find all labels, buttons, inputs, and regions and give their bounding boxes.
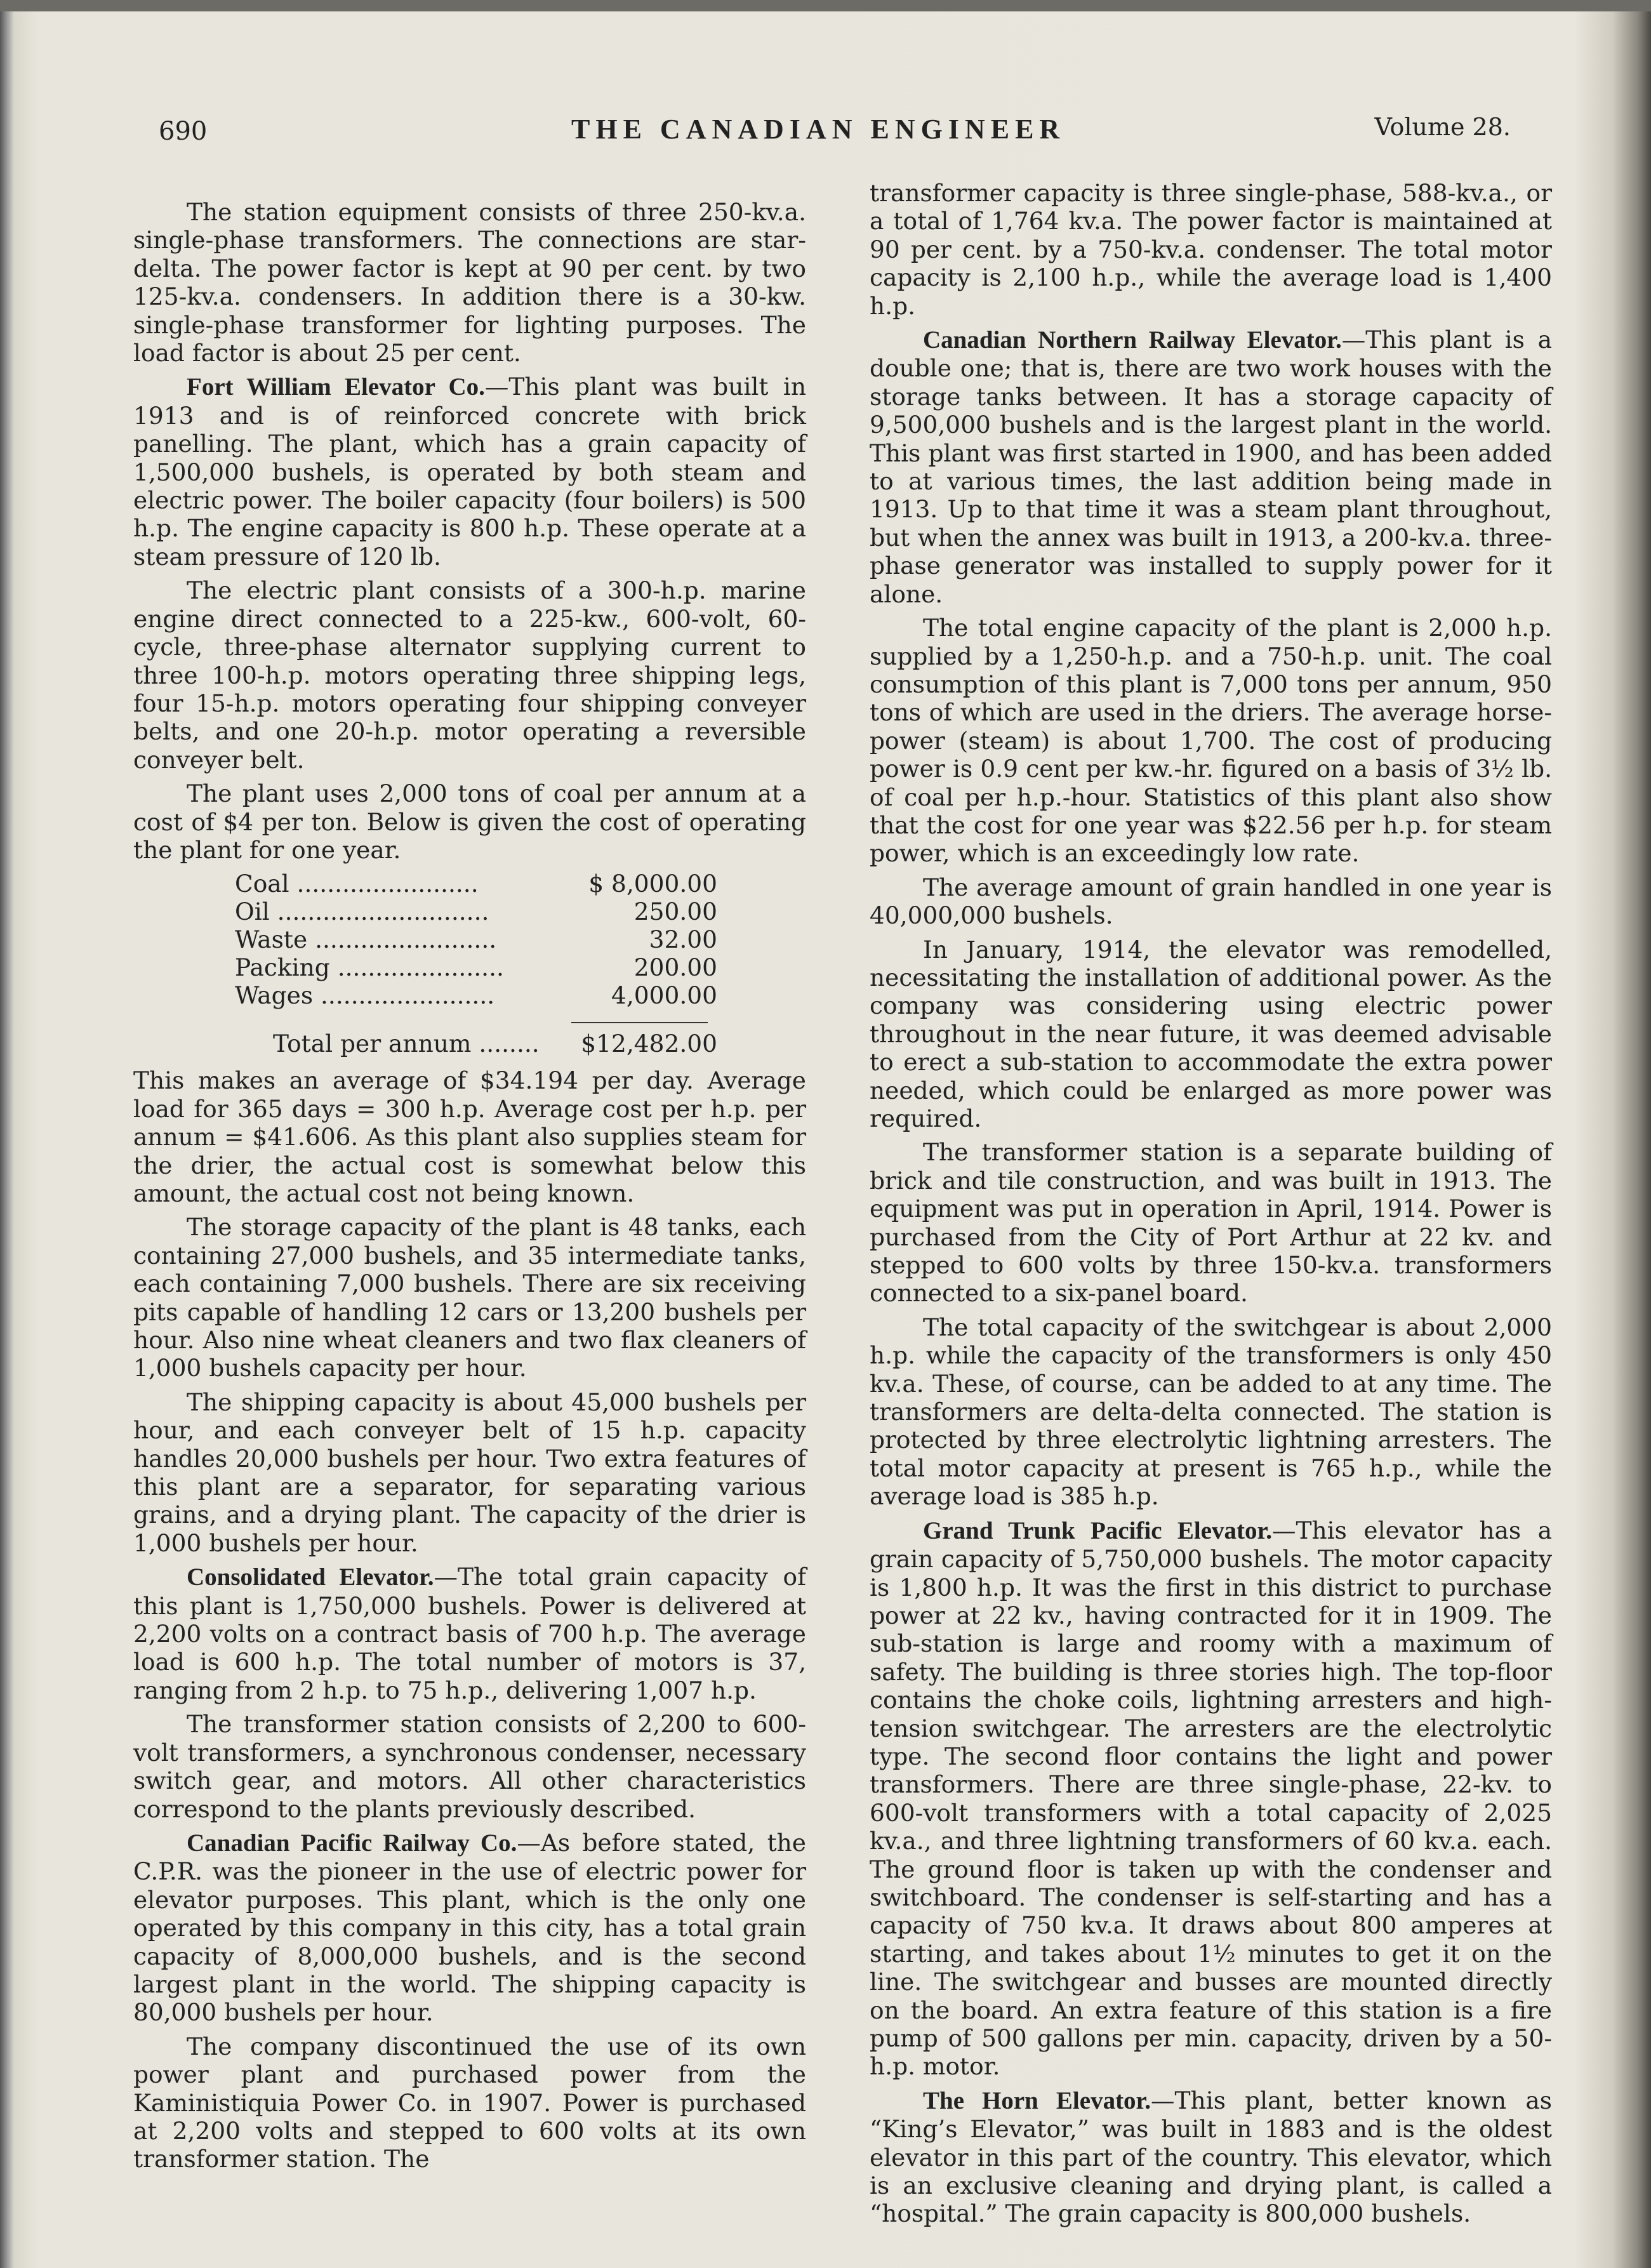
paragraph: The transformer station is a separate building of brick and tile construction, and was built in 1913. The equipment was put in operation in April, 1914. Power is purchased from the City of Port Arthur at 22 kv. and stepped to 600 volts by three 150-kv.a. transformers connected to a six-panel board. xyxy=(870,1138,1552,1308)
paragraph: In January, 1914, the elevator was remodelled, necessitating the installation of additional power. As the company was considering using electric power throughout in the near future, it was deemed advisable to erect a sub-station to accommodate the extra power needed, which could be enlarged as more power was required. xyxy=(870,935,1552,1132)
section-horn-elevator xyxy=(870,2086,1552,2228)
cost-label: Oil xyxy=(235,898,270,926)
paragraph: The shipping capacity is about 45,000 bushels per hour, and each conveyer belt of 15 h.p. capacity handles 20,000 bushels per hour. Two extra features of this plant are a separator, for separating various grains, and a drying plant. The capacity of the drier is 1,000 bushels per hour. xyxy=(133,1388,806,1557)
journal-title: THE CANADIAN ENGINEER xyxy=(571,114,1066,145)
cost-total-row xyxy=(273,1030,806,1058)
paragraph: The storage capacity of the plant is 48 tanks, each containing 27,000 bushels, and 35 intermediate tanks, each containing 7,000 bushels. There are six receiving pits capable of handling 12 cars or 13,200 bushels per hour. Also nine wheat cleaners and two flax cleaners of 1,000 bushels capacity per hour. xyxy=(133,1213,806,1383)
section-text: —This plant, better known as “King’s Elevator,” was built in 1883 and is the oldest elevator in this part of the country. This elevator, which is an exclusive cleaning and drying plant, is called a “hospital.” The grain capacity is 800,000 bushels. xyxy=(870,2086,1552,2228)
paragraph: transformer capacity is three single-phase, 588-kv.a., or a total of 1,764 kv.a. The power factor is maintained at 90 per cent. by a 750-kv.a. condenser. The total motor capacity is 2,100 h.p., while the average load is 1,400 h.p. xyxy=(870,179,1552,320)
paragraph: The total engine capacity of the plant is 2,000 h.p. supplied by a 1,250-h.p. and a 750-h.p. unit. The coal consumption of this plant is 7,000 tons per annum, 950 tons of which are used in the driers. The average horse-power (steam) is about 1,700. The cost of producing power is 0.9 cent per kw.-hr. figured on a basis of 3½ lb. of coal per h.p.-hour. Statistics of this plant also show that the cost for one year was $22.56 per h.p. for steam power, which is an exceedingly low rate. xyxy=(870,614,1552,868)
cost-label: Packing xyxy=(235,953,330,982)
section-heading: Grand Trunk Pacific Elevator. xyxy=(923,1516,1273,1544)
section-heading: The Horn Elevator. xyxy=(923,2086,1151,2114)
section-text: —This plant is a double one; that is, there are two work houses with the storage tanks between. It has a storage capacity of 9,500,000 bushels and is the largest plant in the world. This plant was first started in 1900, and has been added to at various times, the last addition being made in 1913. Up to that time it was a steam plant throughout, but when the annex was built in 1913, a 200-kv.a. three-phase generator was installed to supply power for it alone. xyxy=(870,326,1552,608)
cost-value: 200.00 xyxy=(633,953,717,982)
section-text: —This elevator has a grain capacity of 5,750,000 bushels. The motor capacity is 1,800 h.p. It was the first in this district to purchase power at 22 kv., having contracted for it in 1909. The sub-station is large and roomy with a maximum of safety. The building is three stories high. The top-floor contains the choke coils, lightning arresters and high-tension switchgear. The arresters are the electrolytic type. The second floor contains the light and power transformers. There are three single-phase, 22-kv. to 600-volt transformers with a total capacity of 2,025 kv.a., and three lightning transformers of 60 kv.a. each. The ground floor is taken up with the condenser and switchboard. The condenser is self-starting and has a capacity of 750 kv.a. It draws about 800 amperes at starting, and takes about 1½ minutes to get it on the line. The switchgear and busses are mounted directly on the board. An extra feature of this station is a fire pump of 500 gallons per min. capacity, driven by a 50-h.p. motor. xyxy=(870,1516,1553,2081)
right-column xyxy=(870,179,1552,2234)
running-header xyxy=(159,113,1511,157)
section-consolidated xyxy=(133,1563,806,1704)
paragraph: The electric plant consists of a 300-h.p. marine engine direct connected to a 225-kw., 600-volt, 60-cycle, three-phase alternator supplying current to three 100-h.p. motors operating three shipping legs, four 15-h.p. motors operating four shipping conveyer belts, and one 20-h.p. motor operating a reversible conveyer belt. xyxy=(133,576,806,774)
leader-dots: ............................ xyxy=(269,898,489,926)
cost-value: 250.00 xyxy=(633,898,717,926)
scan-edge xyxy=(0,0,1651,11)
cost-row xyxy=(235,953,806,981)
cost-table xyxy=(133,870,806,1058)
paragraph: The average amount of grain handled in one year is 40,000,000 bushels. xyxy=(870,873,1552,930)
section-fort-william xyxy=(133,373,806,571)
section-canadian-pacific xyxy=(133,1829,806,2027)
cost-label: Wages xyxy=(235,981,314,1010)
section-text: —This plant was built in 1913 and is of reinforced concrete with brick panelling. The plant, which has a grain capacity of 1,500,000 bushels, is operated by both steam and electric power. The boiler capacity (four boilers) is 500 h.p. The engine capacity is 800 h.p. These operate at a steam pressure of 120 lb. xyxy=(133,373,807,571)
cost-value: $ 8,000.00 xyxy=(588,870,717,898)
volume-label: Volume 28. xyxy=(1374,113,1511,141)
cost-row xyxy=(235,898,806,925)
cost-row xyxy=(235,981,806,1009)
cost-label: Waste xyxy=(235,925,308,954)
section-grand-trunk xyxy=(870,1516,1552,2081)
section-text: —As before stated, the C.P.R. was the pioneer in the use of electric power for elevator purposes. This plant, which is the only one operated by this company in this city, has a total grain capacity of 8,000,000 bushels, and is the second largest plant in the world. The shipping capacity is 80,000 bushels per hour. xyxy=(133,1828,806,2027)
leader-dots: ........................ xyxy=(289,870,479,898)
paragraph: The total capacity of the switchgear is about 2,000 h.p. while the capacity of the transformers is only 450 kv.a. These, of course, can be added to at any time. The transformers are delta-delta connected. The station is protected by three electrolytic lightning arresters. The total motor capacity at present is 765 h.p., while the average load is 385 h.p. xyxy=(870,1313,1552,1511)
paragraph: The station equipment consists of three 250-kv.a. single-phase transformers. The connections are star-delta. The power factor is kept at 90 per cent. by two 125-kv.a. condensers. In addition there is a 30-kw. single-phase transformer for lighting purposes. The load factor is about 25 per cent. xyxy=(133,198,806,368)
section-heading: Fort William Elevator Co. xyxy=(187,373,485,401)
section-canadian-northern xyxy=(870,326,1552,608)
cost-label: Coal xyxy=(235,870,289,898)
section-heading: Canadian Pacific Railway Co. xyxy=(187,1829,517,1857)
cost-value: 4,000.00 xyxy=(611,981,717,1010)
paragraph: The plant uses 2,000 tons of coal per annum at a cost of $4 per ton. Below is given the cost of operating the plant for one year. xyxy=(133,779,806,864)
section-text: —The total grain capacity of this plant is 1,750,000 bushels. Power is delivered at 2,200 volts on a contract basis of 700 h.p. The average load is 600 h.p. The total number of motors is 37, ranging from 2 h.p. to 75 h.p., delivering 1,007 h.p. xyxy=(133,1563,806,1704)
cost-row xyxy=(235,925,806,953)
paragraph: The company discontinued the use of its own power plant and purchased power from the Kaministiquia Power Co. in 1907. Power is purchased at 2,200 volts and stepped to 600 volts at its own transformer station. The xyxy=(133,2032,806,2173)
paragraph: The transformer station consists of 2,200 to 600-volt transformers, a synchronous condenser, necessary switch gear, and motors. All other characteristics correspond to the plants previously described. xyxy=(133,1710,806,1823)
cost-row xyxy=(235,870,806,898)
total-value: $12,482.00 xyxy=(581,1030,717,1058)
page-number: 690 xyxy=(159,117,208,146)
total-label: Total per annum ........ xyxy=(273,1030,540,1058)
leader-dots: ........................ xyxy=(307,925,497,954)
left-column xyxy=(133,198,806,2179)
leader-dots: ...................... xyxy=(329,953,504,982)
section-heading: Canadian Northern Railway Elevator. xyxy=(923,326,1342,354)
section-heading: Consolidated Elevator. xyxy=(187,1563,434,1591)
leader-dots: ....................... xyxy=(313,981,495,1010)
total-rule xyxy=(571,1022,708,1023)
cost-value: 32.00 xyxy=(649,925,717,954)
paragraph: This makes an average of $34.194 per day. Average load for 365 days = 300 h.p. Average cost per h.p. per annum = $41.606. As this plant also supplies steam for the drier, the actual cost is somewhat below this amount, the actual cost not being known. xyxy=(133,1066,806,1207)
